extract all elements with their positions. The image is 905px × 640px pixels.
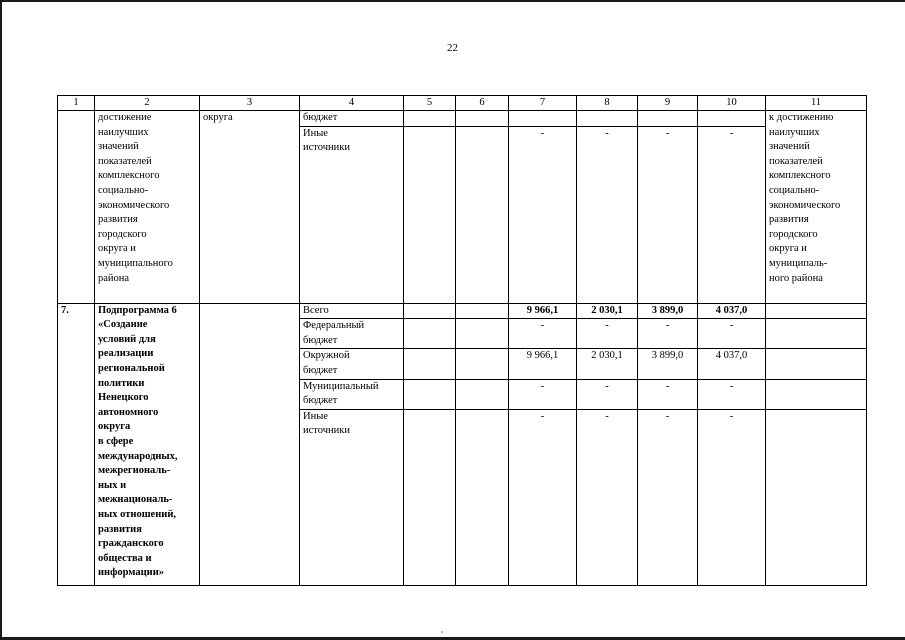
column-header: 2 xyxy=(95,96,200,111)
scan-border-left xyxy=(0,0,2,640)
column-header: 6 xyxy=(456,96,509,111)
result-cell xyxy=(766,303,867,319)
value-cell xyxy=(404,319,456,349)
funding-source-cell: Иные источники xyxy=(300,126,404,303)
value-cell: 9 966,1 xyxy=(509,303,577,319)
value-cell xyxy=(456,349,509,379)
scan-speck xyxy=(441,631,443,633)
value-cell xyxy=(509,111,577,127)
column-header: 5 xyxy=(404,96,456,111)
value-cell xyxy=(404,111,456,127)
column-number-row xyxy=(58,96,867,111)
value-cell: - xyxy=(638,126,698,303)
page-number: 22 xyxy=(447,42,458,54)
value-cell: 4 037,0 xyxy=(698,349,766,379)
value-cell: - xyxy=(577,319,638,349)
value-cell: 4 037,0 xyxy=(698,303,766,319)
number-cell: 7. xyxy=(58,303,95,585)
table-row xyxy=(58,303,867,319)
value-cell xyxy=(456,303,509,319)
result-cell xyxy=(766,349,867,379)
result-cell xyxy=(766,319,867,349)
column-header: 1 xyxy=(58,96,95,111)
table-row xyxy=(58,111,867,127)
value-cell: - xyxy=(509,319,577,349)
funding-source-cell: Окружной бюджет xyxy=(300,349,404,379)
result-cell xyxy=(766,409,867,585)
funding-table xyxy=(57,95,867,586)
value-cell xyxy=(404,126,456,303)
value-cell xyxy=(404,349,456,379)
value-cell xyxy=(698,111,766,127)
value-cell xyxy=(456,126,509,303)
funding-source-cell: Всего xyxy=(300,303,404,319)
column-header: 11 xyxy=(766,96,867,111)
description-cell: достижение наилучших значений показателей комплексного социально- экономического развития городского округа и муниципального района xyxy=(95,111,200,304)
subprogram-title: Подпрограмма 6 «Создание условий для реализации региональной политики Ненецкого автономного округа в сфере международных, межрегиональ- ных и межнациональ- ных отношений, развития гражданского общества и информации» xyxy=(95,303,200,585)
value-cell: - xyxy=(509,409,577,585)
value-cell: 2 030,1 xyxy=(577,303,638,319)
value-cell xyxy=(456,111,509,127)
value-cell: - xyxy=(638,409,698,585)
value-cell: - xyxy=(577,409,638,585)
funding-source-cell: Иные источники xyxy=(300,409,404,585)
value-cell: - xyxy=(638,319,698,349)
value-cell: - xyxy=(509,126,577,303)
number-cell xyxy=(58,111,95,304)
value-cell: - xyxy=(577,126,638,303)
result-cell: к достижению наилучших значений показателей комплексного социально- экономического развития городского округа и муниципаль- ного района xyxy=(766,111,867,304)
column-header: 8 xyxy=(577,96,638,111)
value-cell xyxy=(638,111,698,127)
value-cell xyxy=(456,319,509,349)
value-cell: 2 030,1 xyxy=(577,349,638,379)
value-cell: - xyxy=(577,379,638,409)
column-header: 7 xyxy=(509,96,577,111)
value-cell xyxy=(456,409,509,585)
funding-source-cell: Муниципальный бюджет xyxy=(300,379,404,409)
result-cell xyxy=(766,379,867,409)
value-cell: - xyxy=(698,126,766,303)
value-cell xyxy=(404,303,456,319)
value-cell: - xyxy=(698,319,766,349)
value-cell: - xyxy=(509,379,577,409)
value-cell xyxy=(404,409,456,585)
funding-source-cell: Федеральный бюджет xyxy=(300,319,404,349)
value-cell: 3 899,0 xyxy=(638,349,698,379)
value-cell: - xyxy=(698,379,766,409)
column-header: 3 xyxy=(200,96,300,111)
column-header: 4 xyxy=(300,96,404,111)
value-cell: - xyxy=(638,379,698,409)
value-cell xyxy=(456,379,509,409)
executor-cell: округа xyxy=(200,111,300,304)
value-cell xyxy=(577,111,638,127)
scan-border-top xyxy=(0,0,905,2)
funding-source-cell: бюджет xyxy=(300,111,404,127)
executor-cell xyxy=(200,303,300,585)
column-header: 9 xyxy=(638,96,698,111)
value-cell: 9 966,1 xyxy=(509,349,577,379)
value-cell xyxy=(404,379,456,409)
column-header: 10 xyxy=(698,96,766,111)
value-cell: 3 899,0 xyxy=(638,303,698,319)
value-cell: - xyxy=(698,409,766,585)
